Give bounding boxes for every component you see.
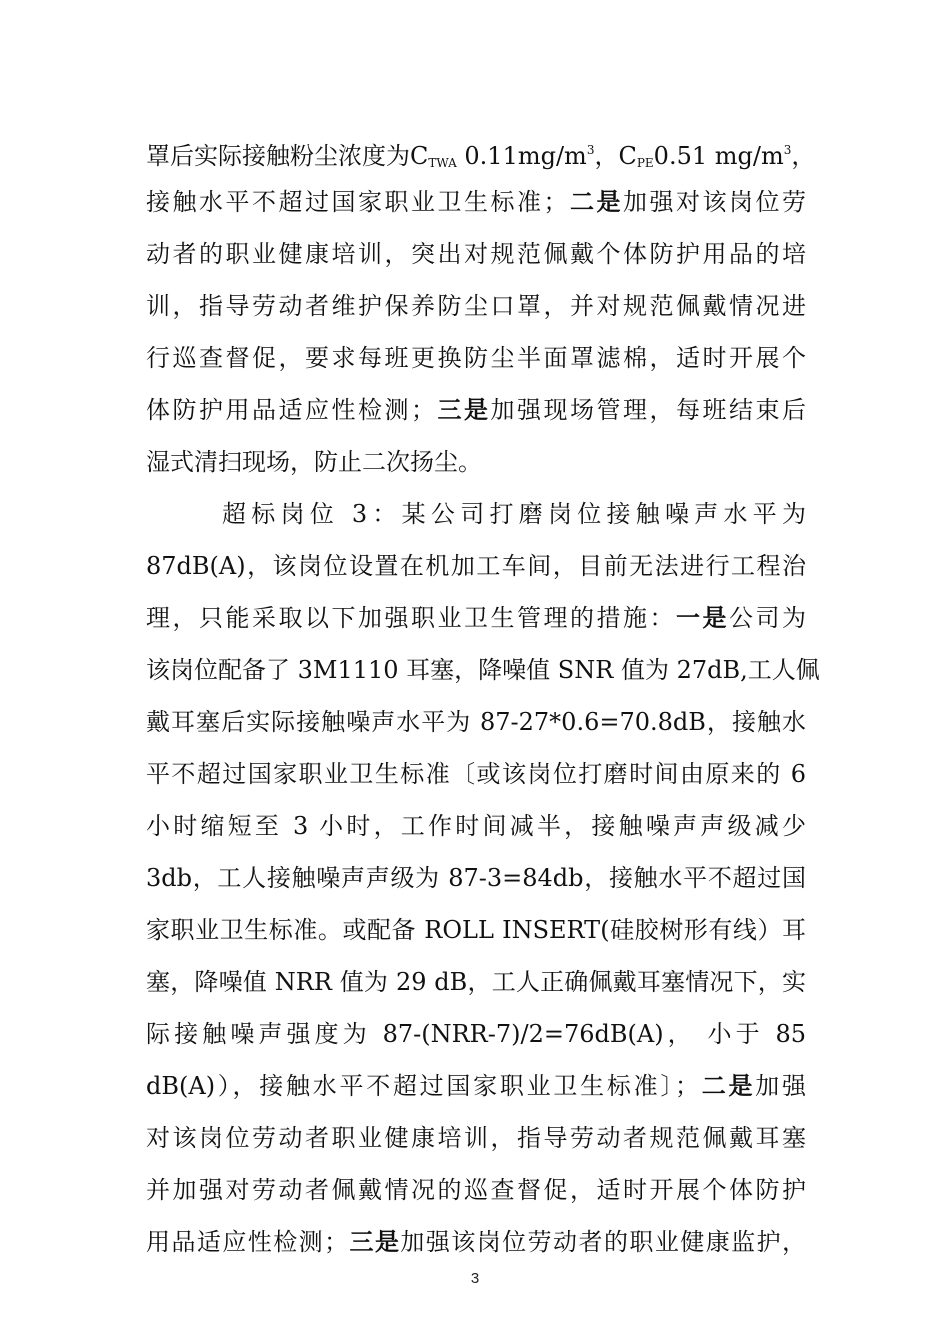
bold-marker: 二是 [699, 1071, 756, 1100]
separator: ， [791, 142, 816, 170]
bold-marker: 一是 [676, 603, 729, 632]
text-line-12: 戴耳塞后实际接触噪声水平为 87-27*0.6=70.8dB，接触水 [146, 708, 806, 736]
separator: ， [594, 142, 619, 170]
concentration-symbol: C [410, 142, 429, 170]
text-line-14: 小时缩短至 3 小时，工作时间减半，接触噪声声级减少 [146, 812, 806, 840]
text-segment: 加强现场管理，每班结束后 [490, 396, 806, 424]
text-segment: 理，只能采取以下加强职业卫生管理的措施： [146, 604, 676, 632]
concentration-symbol: C [618, 142, 637, 170]
text-line-19 [146, 1070, 806, 1102]
text-segment: 罩后实际接触粉尘浓度为 [146, 142, 410, 170]
text-line-22 [146, 1226, 806, 1258]
text-segment: 用品适应性检测； [146, 1228, 349, 1256]
text-line-15: 3db，工人接触噪声声级为 87-3=84db，接触水平不超过国 [146, 864, 806, 892]
superscript-3: 3 [783, 143, 792, 157]
text-line-11: 该岗位配备了 3M1110 耳塞，降噪值 SNR 值为 27dB,工人佩 [146, 656, 820, 684]
bold-marker: 三是 [435, 395, 491, 424]
text-segment: 加强 [755, 1072, 807, 1100]
text-line-13: 平不超过国家职业卫生标准〔或该岗位打磨时间由原来的 6 [146, 760, 806, 788]
text-line-21: 并加强对劳动者佩戴情况的巡查督促，适时开展个体防护 [146, 1176, 806, 1204]
text-line-10 [146, 602, 806, 634]
subscript-pe: PE [636, 156, 654, 170]
bold-marker: 三是 [348, 1227, 401, 1256]
text-line-8: 超标岗位 3：某公司打磨岗位接触噪声水平为 [222, 500, 806, 528]
text-line-2 [146, 186, 806, 218]
text-segment: 接触水平不超过国家职业卫生标准； [146, 188, 568, 216]
superscript-3: 3 [586, 143, 595, 157]
text-segment: 体防护用品适应性检测； [146, 396, 435, 424]
text-segment: 加强对该岗位劳 [623, 188, 806, 216]
text-line-16: 家职业卫生标准。或配备 ROLL INSERT(硅胶树形有线）耳 [146, 916, 806, 944]
text-line-5: 行巡查督促，要求每班更换防尘半面罩滤棉，适时开展个 [146, 344, 806, 372]
concentration-value: 0.11mg/m [456, 142, 587, 170]
subscript-twa: TWA [428, 156, 457, 170]
text-line-3: 动者的职业健康培训，突出对规范佩戴个体防护用品的培 [146, 240, 806, 268]
text-line-4: 训，指导劳动者维护保养防尘口罩，并对规范佩戴情况进 [146, 292, 806, 320]
bold-marker: 二是 [567, 187, 623, 216]
text-line-6 [146, 394, 806, 426]
text-line-9: 87dB(A)，该岗位设置在机加工车间，目前无法进行工程治 [146, 552, 806, 580]
text-segment: dB(A)），接触水平不超过国家职业卫生标准〕； [146, 1072, 700, 1100]
text-line-7: 湿式清扫现场，防止二次扬尘。 [146, 448, 482, 476]
text-segment: 公司为 [729, 604, 806, 632]
text-line-18: 际接触噪声强度为 87-(NRR-7)/2=76dB(A)， 小于 85 [146, 1020, 806, 1048]
text-line-1 [146, 134, 816, 179]
page-number: 3 [470, 1270, 480, 1287]
text-segment: 加强该岗位劳动者的职业健康监护， [400, 1228, 807, 1256]
text-line-17: 塞，降噪值 NRR 值为 29 dB，工人正确佩戴耳塞情况下，实 [146, 968, 806, 996]
concentration-value: 0.51 mg/m [653, 142, 784, 170]
text-line-20: 对该岗位劳动者职业健康培训，指导劳动者规范佩戴耳塞 [146, 1124, 806, 1152]
